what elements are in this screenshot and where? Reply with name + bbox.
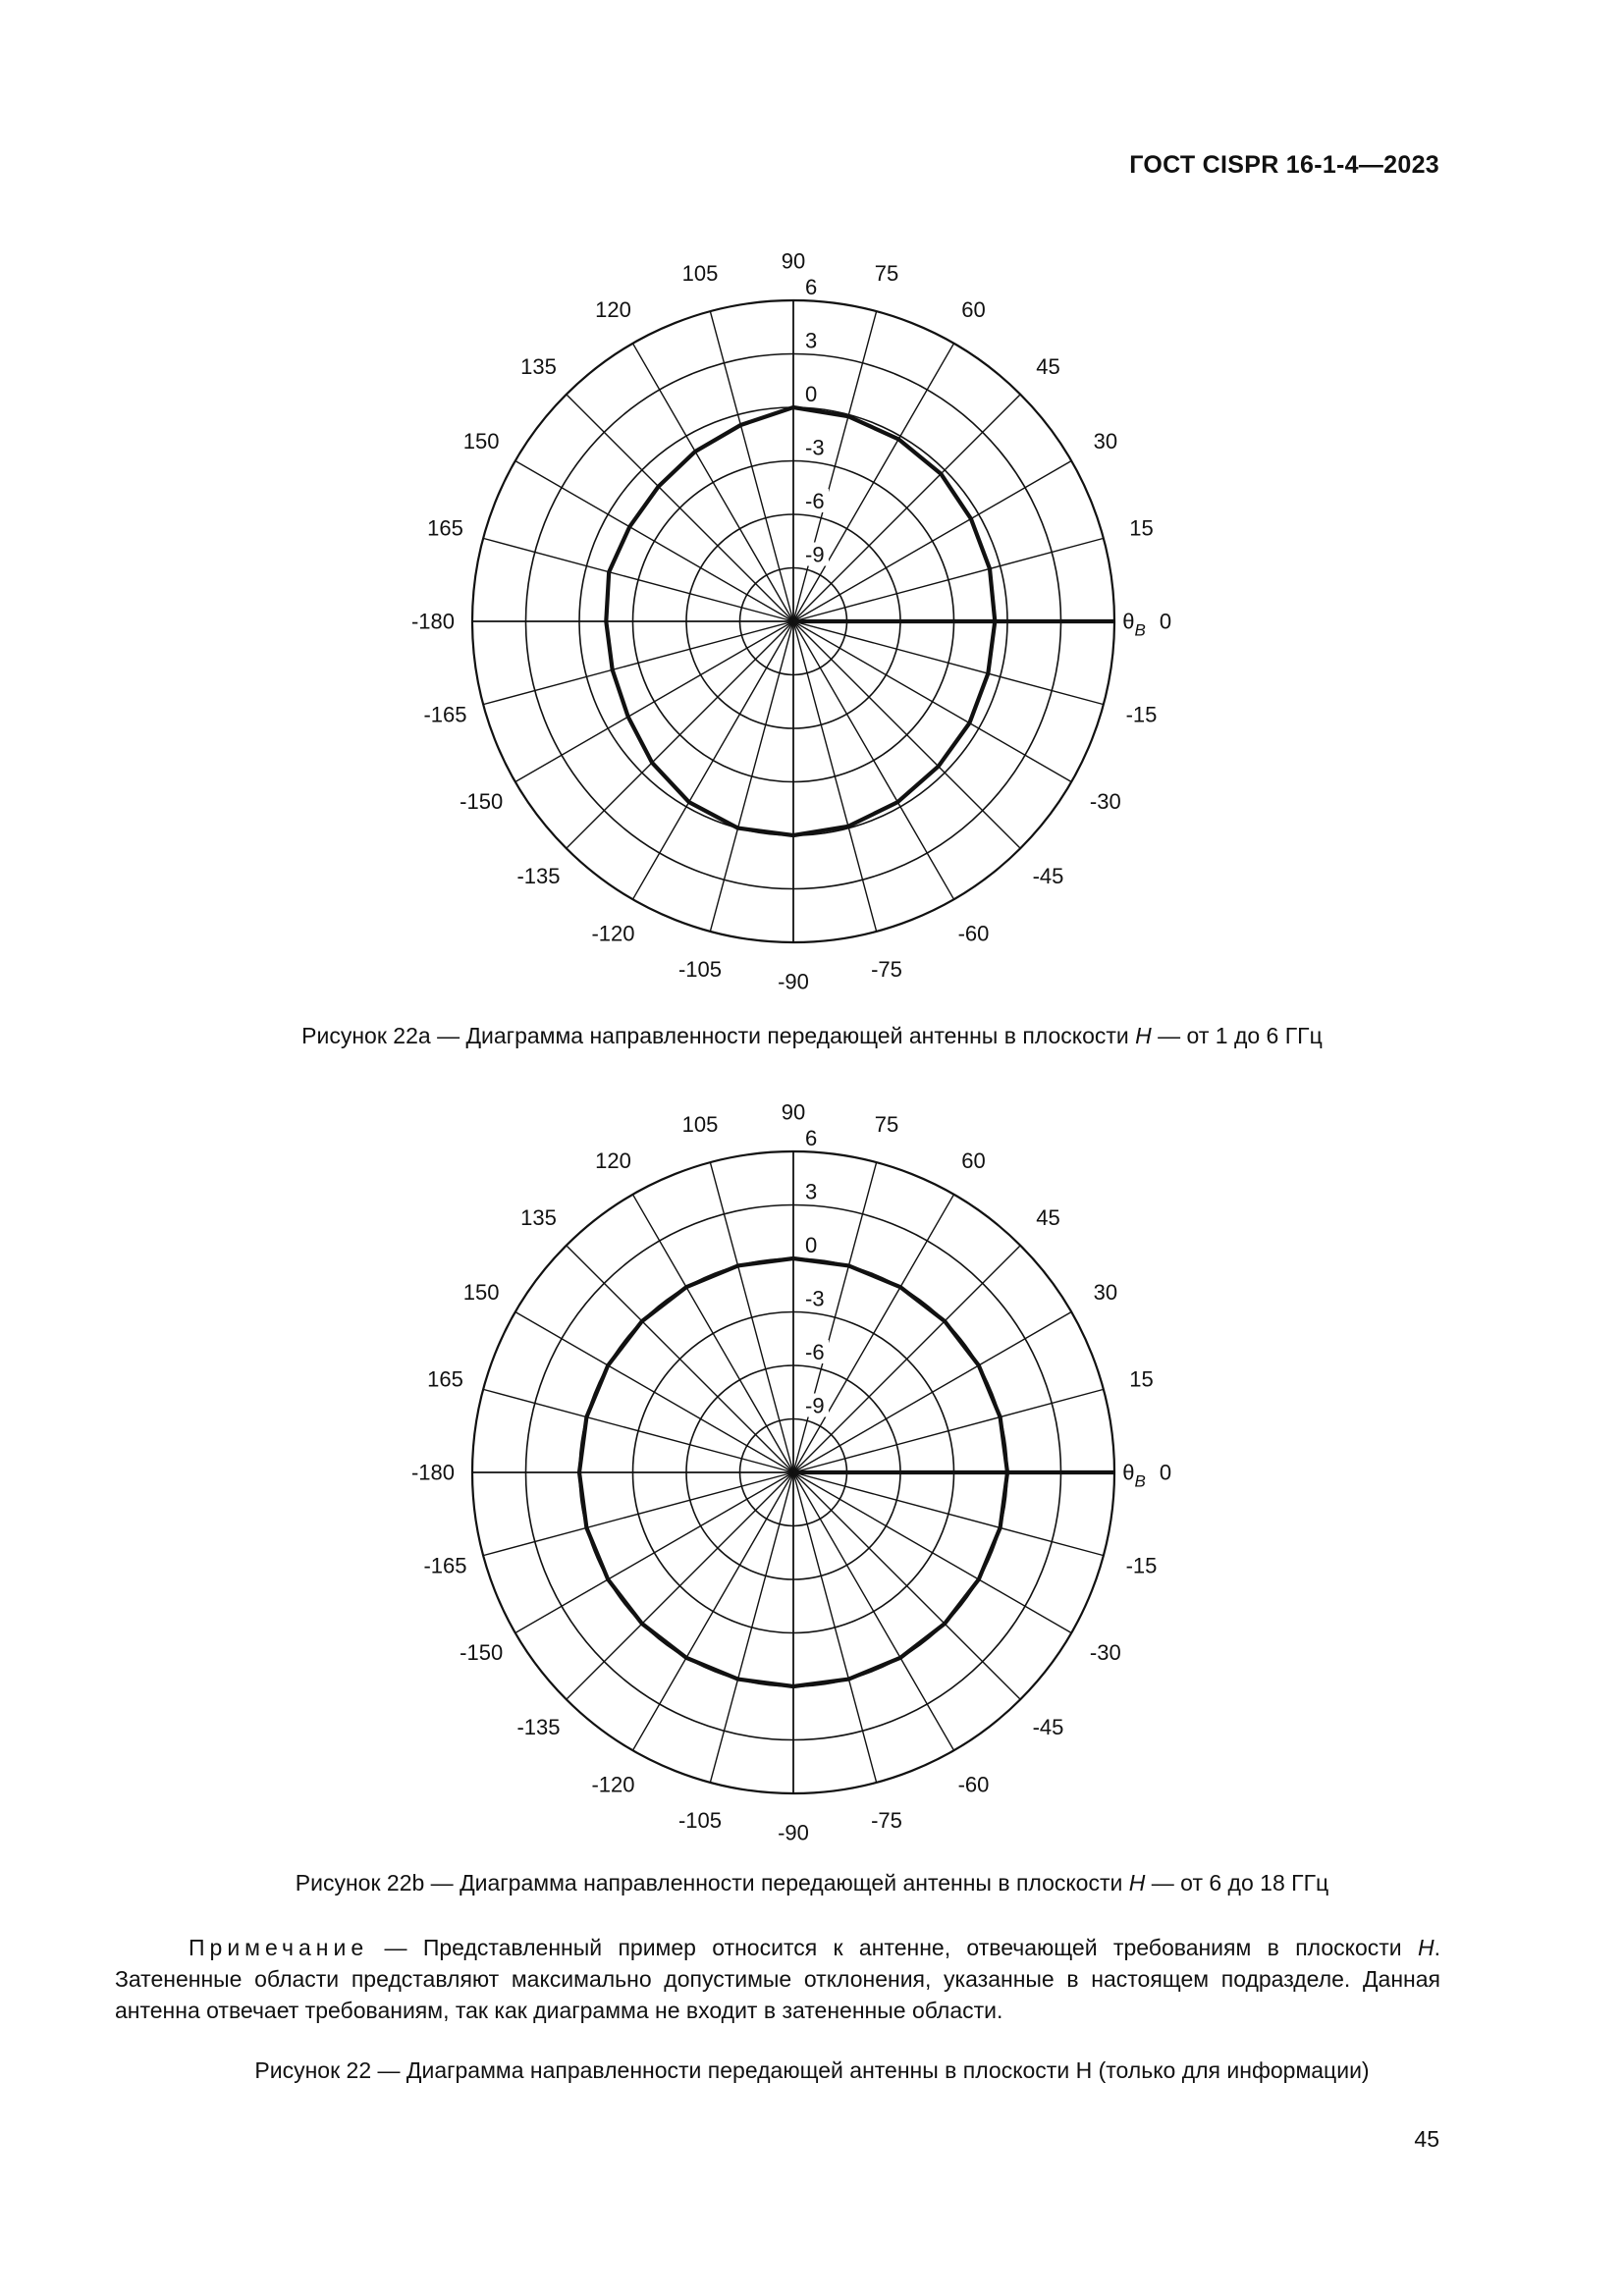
angle-tick-label: 15 [1129,1366,1154,1392]
radial-tick-label: -9 [805,542,825,567]
note-text-2: . Затененные области представляют максимально допустимые отклонения, указанные в настоящем подразделе. Данная антенна отвечает требованиям, так как диаграмма не входит в затененные области. [115,1935,1440,2023]
caption-b-prefix: Рисунок 22b — Диаграмма направленности передающей антенны в плоскости [295,1870,1129,1896]
angle-tick-label: -120 [591,921,635,946]
angle-tick-label: 150 [462,1280,500,1306]
angle-tick-label: -105 [677,1808,723,1834]
grid-spoke [633,621,794,899]
grid-spoke [793,621,1071,782]
grid-spoke [567,1472,793,1699]
angle-tick-label: -15 [1125,702,1158,727]
angle-tick-label: -165 [423,702,467,727]
angle-tick-label: 75 [874,1112,899,1138]
caption-b-italic: Н [1128,1870,1146,1896]
note-paragraph [115,1932,1440,2026]
angle-tick-label: 135 [520,1205,557,1231]
note-text-1: — Представленный пример относится к антенне, отвечающей требованиям в плоскости [368,1935,1418,1960]
angle-tick-label: -60 [957,1772,990,1797]
grid-spoke [515,1312,793,1473]
angle-axis-label: $\theta_B$ [1122,1460,1146,1491]
angle-tick-label: 30 [1093,1280,1118,1306]
angle-tick-label: -30 [1089,789,1121,815]
angle-tick-label: 15 [1129,515,1154,541]
angle-tick-label: 75 [874,261,899,287]
radial-tick-label: -3 [805,435,825,460]
grid-spoke [515,461,793,622]
angle-tick-label: 0 [1159,609,1172,634]
angle-tick-label: -45 [1032,1715,1064,1740]
angle-axis-label: $\theta_B$ [1122,609,1146,640]
angle-tick-label: -75 [871,957,902,983]
grid-spoke [515,621,793,782]
angle-tick-label: -105 [677,957,723,983]
angle-tick-label: 165 [427,515,463,541]
angle-tick-label: -135 [516,1715,561,1740]
grid-spoke [633,1472,794,1750]
angle-tick-label: -150 [460,1640,504,1666]
document-header: ГОСТ CISPR 16-1-4—2023 [1129,151,1439,179]
angle-tick-label: 30 [1093,429,1118,454]
angle-tick-label: 45 [1036,1205,1060,1231]
radial-tick-label: 6 [805,275,818,299]
angle-tick-label: 0 [1159,1460,1172,1485]
radial-tick-label: 6 [805,1126,818,1150]
angle-tick-label: 60 [961,1148,986,1173]
grid-spoke [633,344,794,621]
angle-tick-label: 120 [595,1148,631,1173]
angle-tick-label: -165 [423,1553,467,1578]
angle-tick-label: -180 [410,1460,456,1485]
caption-a-suffix: — от 1 до 6 ГГц [1151,1023,1323,1048]
caption-a-prefix: Рисунок 22а — Диаграмма направленности передающей антенны в плоскости [301,1023,1136,1048]
angle-tick-label: -45 [1032,864,1064,889]
angle-tick-label: -90 [778,969,809,994]
angle-tick-label: -75 [871,1808,902,1834]
radial-tick-label: 3 [805,328,818,353]
radial-tick-labels [799,275,829,567]
grid-spoke [793,461,1071,622]
note-title: Примечание [189,1935,369,1960]
angle-tick-label: 135 [520,354,557,380]
figure-caption-22a [0,1021,1624,1050]
grid-spoke [793,1472,1071,1633]
radial-tick-label: 0 [805,1233,818,1257]
angle-tick-label: -30 [1089,1640,1121,1666]
angle-tick-label: 165 [427,1366,463,1392]
grid-spoke [567,395,793,621]
polar-chart-22a [0,196,1624,1041]
grid-spoke [793,1472,954,1750]
caption-a-italic: Н [1135,1023,1152,1048]
figure-caption-22: Рисунок 22 — Диаграмма направленности передающей антенны в плоскости Н (только для информации) [254,2057,1370,2083]
radial-tick-label: 3 [805,1179,818,1204]
angle-tick-label: 105 [681,261,719,287]
angle-tick-label: -150 [460,789,504,815]
note-text-italic: Н [1417,1935,1435,1960]
angle-tick-label: -60 [957,921,990,946]
grid-spoke [793,621,954,899]
radial-tick-label: 0 [805,382,818,406]
angle-tick-label: 105 [681,1112,719,1138]
grid-spoke [793,1472,1020,1699]
caption-b-suffix: — от 6 до 18 ГГц [1145,1870,1329,1896]
radial-tick-label: -6 [805,1340,825,1364]
angle-tick-label: -15 [1125,1553,1158,1578]
grid-spoke [793,1312,1071,1473]
angle-tick-label: -120 [591,1772,635,1797]
angle-tick-label: -135 [516,864,561,889]
grid-spoke [567,1246,793,1472]
grid-spoke [567,621,793,848]
angle-tick-label: 90 [781,1099,806,1125]
angle-tick-label: -180 [410,609,456,634]
figure-caption-22b [0,1868,1624,1897]
grid-spoke [515,1472,793,1633]
angle-tick-label: 60 [961,296,986,322]
grid-spoke [793,621,1020,848]
angle-tick-label: 45 [1036,354,1060,380]
angle-tick-label: -90 [778,1820,809,1845]
grid-spoke [633,1195,794,1472]
page-number: 45 [1414,2126,1439,2152]
radial-tick-label: -3 [805,1286,825,1311]
angle-tick-label: 90 [781,248,806,274]
radial-tick-label: -9 [805,1393,825,1418]
radial-tick-labels [799,1126,829,1418]
radial-tick-label: -6 [805,489,825,513]
polar-chart-22b [0,1047,1624,1892]
angle-tick-label: 120 [595,296,631,322]
angle-tick-label: 150 [462,429,500,454]
